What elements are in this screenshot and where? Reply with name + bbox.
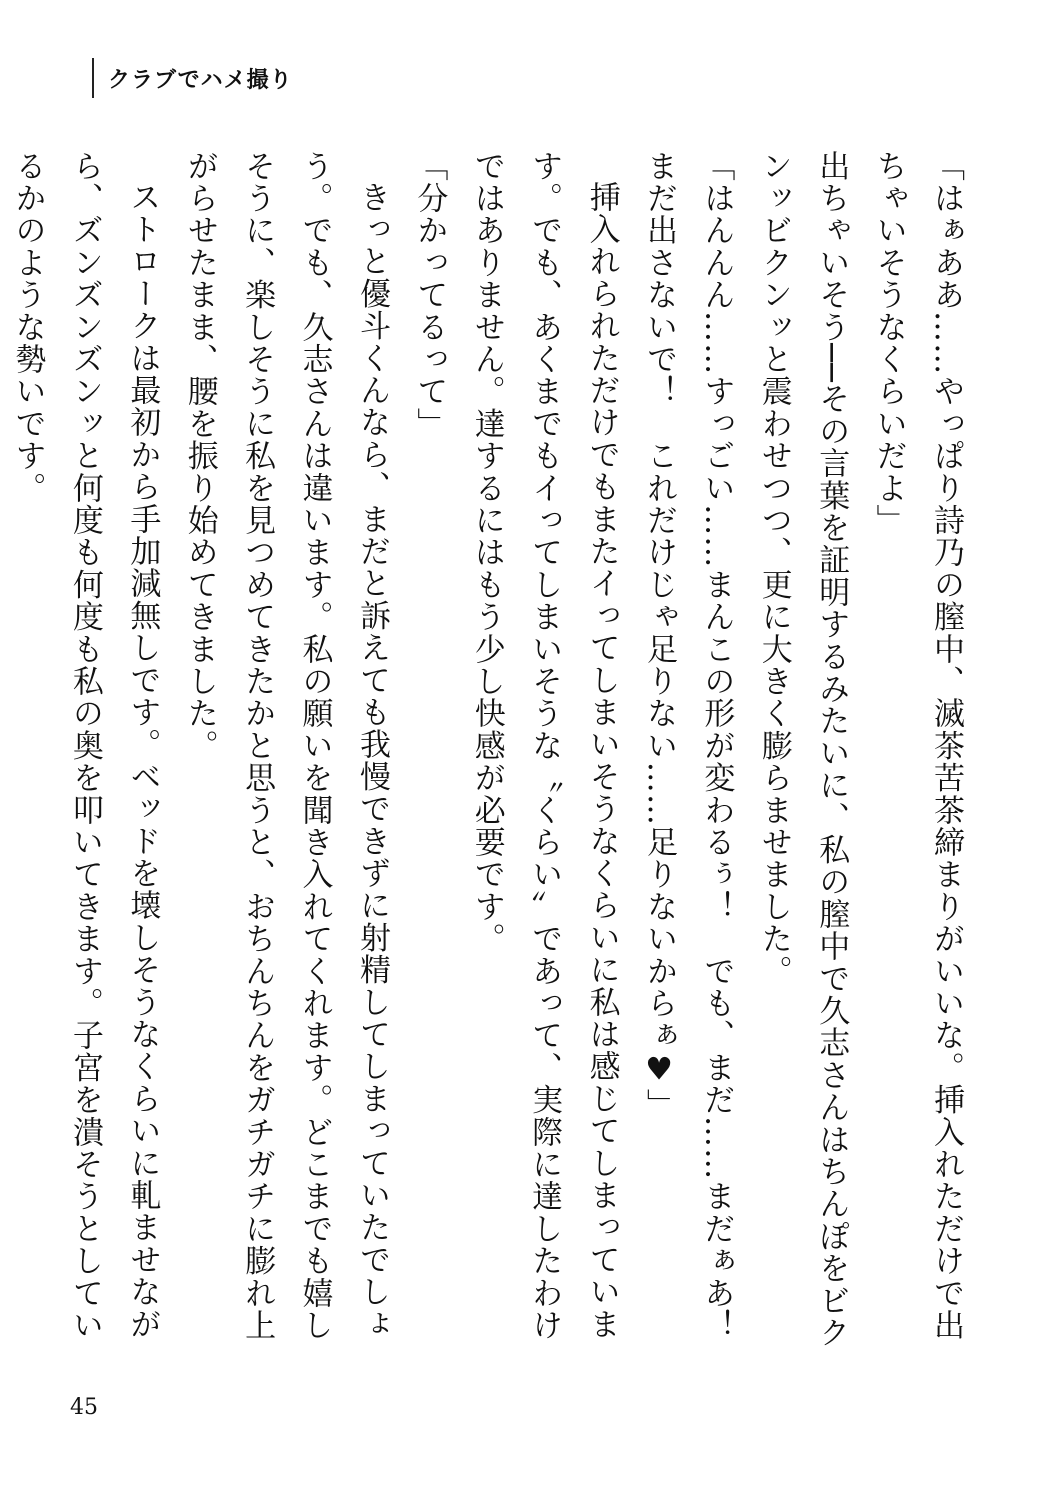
chapter-title: クラブでハメ撮り bbox=[108, 67, 293, 93]
paragraph: 「分かってるって」 bbox=[411, 150, 448, 440]
vertical-body-text bbox=[9, 150, 974, 1374]
paragraph: ストロークは最初から手加減無しです。ベッドを壊しそうなくらいに軋ませながら、ズンズンズンッと何度も何度も私の奥を叩いてきます。子宮を潰そうとしているかのような勢いです。 bbox=[9, 150, 161, 1342]
running-head bbox=[92, 58, 293, 98]
paragraph: 「はんんん……すっごい……まんこの形が変わるぅ！ でも、まだ……まだぁあ！ まだ出さないで！ これだけじゃ足りない……足りないからぁ♥」 bbox=[640, 150, 735, 1374]
paragraph: 出ちゃいそう──その言葉を証明するみたいに、私の膣中で久志さんはちんぽをビクンッビクンッと震わせつつ、更に大きく膨らませました。 bbox=[755, 150, 850, 1349]
page-number: 45 bbox=[70, 1395, 98, 1420]
paragraph: 「はぁああ……やっぱり詩乃の膣中、滅茶苦茶締まりがいいな。挿入れただけで出ちゃいそうなくらいだよ」 bbox=[870, 150, 964, 1342]
running-head-rule bbox=[92, 58, 94, 98]
paragraph: 挿入れられただけでもまたイってしまいそうなくらいに私は感じてしまっています。でも、あくまでもイってしまいそうな〝くらい〟であって、実際に達したわけではありません。達するにはもう少し快感が必要です。 bbox=[468, 150, 620, 1342]
paragraph: きっと優斗くんなら、まだと訴えても我慢できずに射精してしまっていたでしょう。でも、久志さんは違います。私の願いを聞き入れてくれます。どこまでも嬉しそうに、楽しそうに私を見つめてきたかと思うと、おちんちんをガチガチに膨れ上がらせたまま、腰を振り始めてきました。 bbox=[181, 150, 390, 1342]
